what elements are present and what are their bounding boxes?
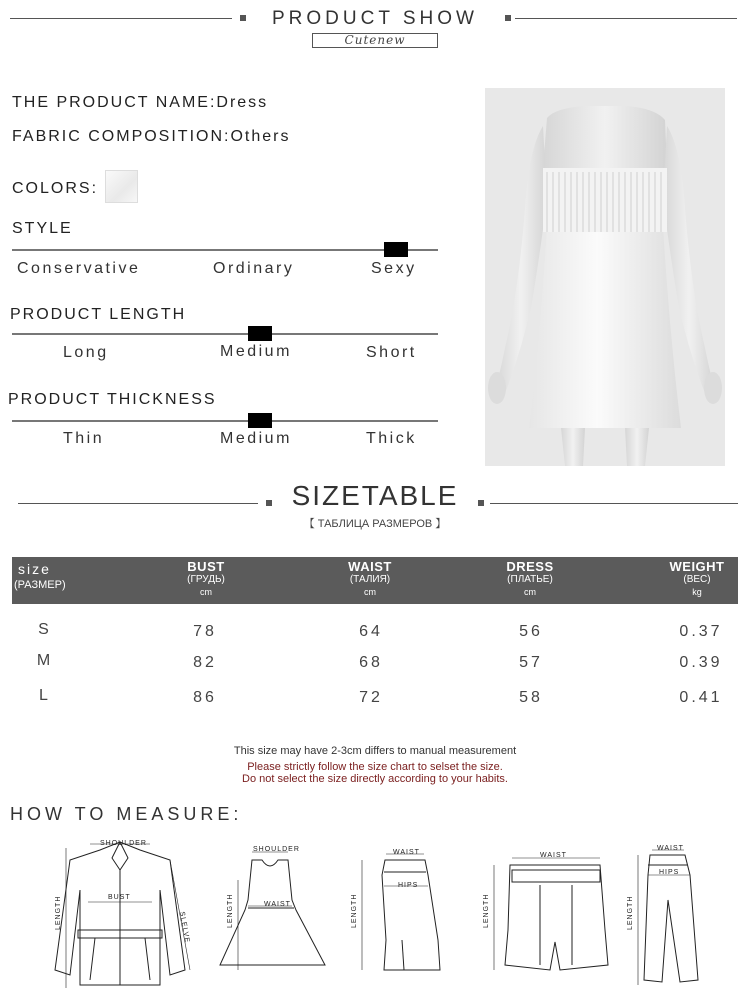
header-line-right <box>515 18 737 19</box>
label-hips-pants: HIPS <box>659 869 680 876</box>
cell-size: L <box>39 687 51 704</box>
label-length-shorts: LENGTH <box>483 893 490 928</box>
sizetable-line-right <box>490 503 738 504</box>
label-sleeve-jacket: SLELVE <box>178 911 191 944</box>
col-dress <box>480 560 580 599</box>
col-dress-unit: cm <box>524 587 536 597</box>
length-scale-line <box>12 333 438 335</box>
measure-diagrams <box>0 830 750 1000</box>
color-swatch-white[interactable] <box>105 170 138 203</box>
label-length-dress: LENGTH <box>227 893 234 928</box>
cell-weight: 0.41 <box>679 689 723 706</box>
brand-label: Cutenew <box>312 33 438 48</box>
thickness-title: PRODUCT THICKNESS <box>8 391 217 408</box>
cell-weight: 0.39 <box>679 654 723 671</box>
size-chart-warning: Please strictly follow the size chart to selset the size. <box>247 761 503 773</box>
label-bust-jacket: BUST <box>108 894 131 901</box>
header-dot-left <box>240 15 246 21</box>
length-option-short: Short <box>366 344 417 361</box>
habit-warning: Do not select the size directly according to your habits. <box>242 773 508 785</box>
cell-bust: 86 <box>193 689 217 706</box>
style-option-conservative: Conservative <box>17 260 141 277</box>
cell-size: S <box>38 621 52 638</box>
sizetable-dot-right <box>478 500 484 506</box>
style-option-sexy: Sexy <box>371 260 417 277</box>
style-title: STYLE <box>12 220 73 237</box>
col-waist-unit: cm <box>364 587 376 597</box>
length-option-medium: Medium <box>220 343 292 360</box>
style-marker <box>384 242 408 257</box>
label-shoulder-dress: SHOULDER <box>253 846 300 853</box>
fabric-composition: FABRIC COMPOSITION:Others <box>12 128 291 145</box>
cell-bust: 78 <box>193 623 217 640</box>
product-name: THE PRODUCT NAME:Dress <box>12 94 269 111</box>
label-waist-skirt: WAIST <box>393 849 420 856</box>
col-waist-name: WAIST <box>348 559 392 574</box>
thickness-option-thin: Thin <box>63 430 105 447</box>
style-option-ordinary: Ordinary <box>213 260 295 277</box>
sizetable-dot-left <box>266 500 272 506</box>
cell-bust: 82 <box>193 654 217 671</box>
col-bust-name: BUST <box>187 559 225 574</box>
label-waist-shorts: WAIST <box>540 852 567 859</box>
dress-diagram <box>220 852 325 970</box>
thickness-option-thick: Thick <box>366 430 417 447</box>
length-title: PRODUCT LENGTH <box>10 306 187 323</box>
size-table-header <box>12 557 738 604</box>
sizetable-subtitle: 【 ТАБЛИЦА РАЗМЕРОВ 】 <box>303 518 447 530</box>
length-marker <box>248 326 272 341</box>
col-weight-name: WEIGHT <box>669 559 725 574</box>
col-dress-name: DRESS <box>506 559 554 574</box>
label-length-skirt: LENGTH <box>351 893 358 928</box>
label-hips-skirt: HIPS <box>398 882 419 889</box>
col-bust <box>156 560 256 599</box>
thickness-marker <box>248 413 272 428</box>
col-waist-ru: (ТАЛИЯ) <box>349 574 391 585</box>
sizetable-line-left <box>18 503 258 504</box>
cell-dress: 56 <box>519 623 543 640</box>
skirt-diagram <box>362 854 440 970</box>
label-shoulder-jacket: SHOULDER <box>100 840 147 847</box>
measurement-note: This size may have 2-3cm differs to manual measurement <box>233 745 517 757</box>
col-size-ru: (РАЗМЕР) <box>14 579 66 591</box>
label-length-jacket: LENGTH <box>55 895 62 930</box>
jacket-diagram <box>55 842 190 988</box>
label-length-pants: LENGTH <box>627 895 634 930</box>
cell-waist: 68 <box>359 654 383 671</box>
cell-dress: 58 <box>519 689 543 706</box>
sizetable-title: SIZETABLE <box>291 480 459 511</box>
shorts-diagram <box>494 858 608 970</box>
thickness-scale-line <box>12 420 438 422</box>
cell-weight: 0.37 <box>679 623 723 640</box>
cell-waist: 72 <box>359 689 383 706</box>
cell-size: M <box>36 652 54 669</box>
label-waist-dress: WAIST <box>264 901 291 908</box>
page-title: PRODUCT SHOW <box>272 8 478 29</box>
cell-waist: 64 <box>359 623 383 640</box>
colors-label: COLORS: <box>12 180 99 197</box>
header-dot-right <box>505 15 511 21</box>
length-option-long: Long <box>63 344 109 361</box>
style-scale-line <box>12 249 438 251</box>
thickness-option-medium: Medium <box>220 430 292 447</box>
product-photo <box>485 88 725 466</box>
label-waist-pants: WAIST <box>657 845 684 852</box>
how-to-measure-title: HOW TO MEASURE: <box>10 804 243 824</box>
col-weight-ru: (ВЕС) <box>683 574 711 585</box>
col-size-name: size <box>18 561 51 577</box>
header-line-left <box>10 18 232 19</box>
col-weight <box>652 560 742 599</box>
col-bust-unit: cm <box>200 587 212 597</box>
col-waist <box>320 560 420 599</box>
cell-dress: 57 <box>519 654 543 671</box>
col-size <box>14 563 74 592</box>
col-dress-ru: (ПЛАТЬЕ) <box>507 574 553 585</box>
col-bust-ru: (ГРУДЬ) <box>187 574 225 585</box>
col-weight-unit: kg <box>692 587 702 597</box>
